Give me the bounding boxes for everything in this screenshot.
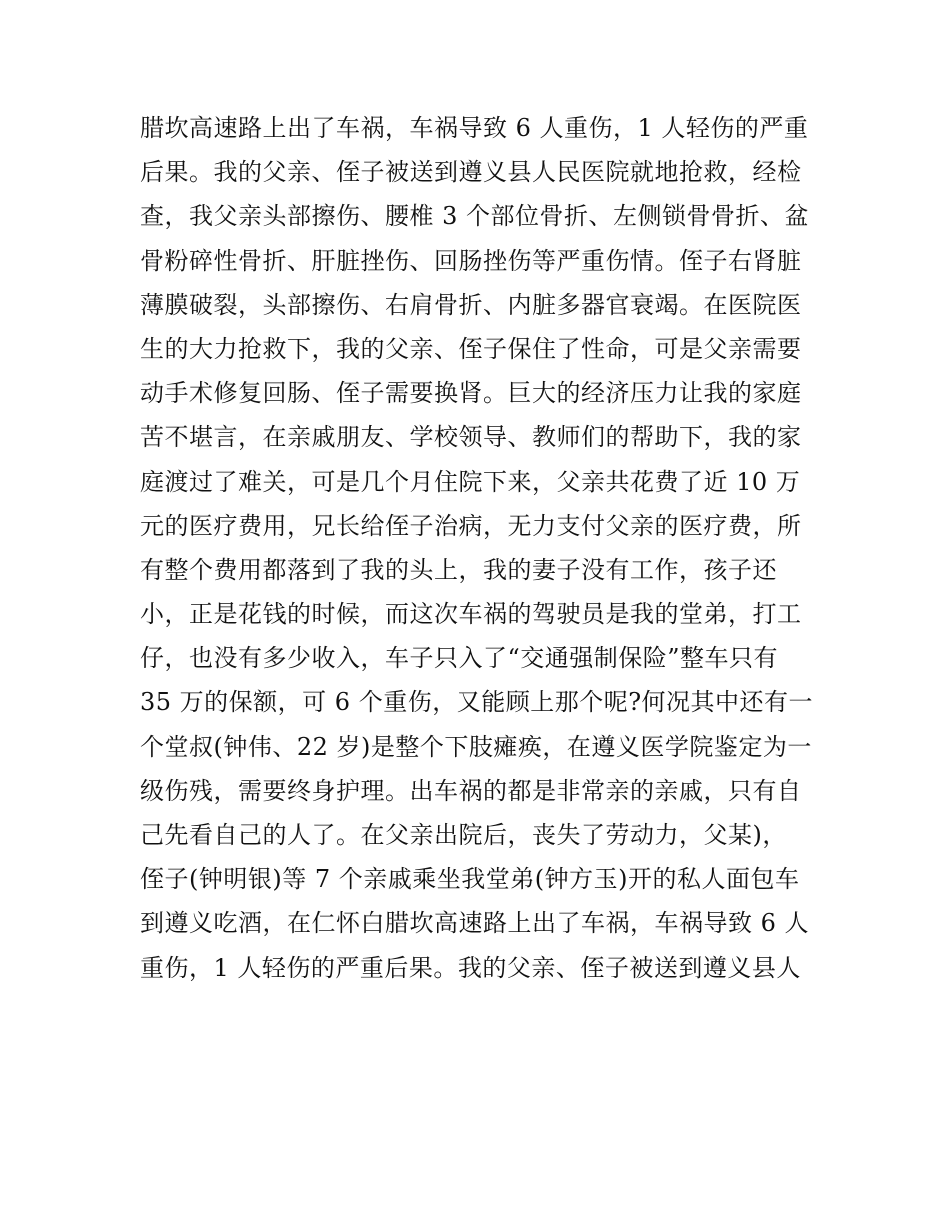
text-line: 动手术修复回肠、侄子需要换肾。巨大的经济压力让我的家庭 <box>140 379 802 408</box>
text-line: 生的大力抢救下，我的父亲、侄子保住了性命，可是父亲需要 <box>140 334 802 363</box>
text-line: 骨粉碎性骨折、肝脏挫伤、回肠挫伤等严重伤情。侄子右肾脏 <box>140 246 802 275</box>
text-line: 后果。我的父亲、侄子被送到遵义县人民医院就地抢救，经检 <box>140 158 802 187</box>
body-text <box>140 106 820 990</box>
text-line: 级伤残，需要终身护理。出车祸的都是非常亲的亲戚，只有自 <box>140 776 802 805</box>
text-line: 重伤，1 人轻伤的严重后果。我的父亲、侄子被送到遵义县人 <box>140 953 801 982</box>
text-line: 侄子(钟明银)等 7 个亲戚乘坐我堂弟(钟方玉)开的私人面包车 <box>140 865 800 894</box>
text-line: 有整个费用都落到了我的头上，我的妻子没有工作，孩子还 <box>140 555 777 584</box>
text-line: 元的医疗费用，兄长给侄子治病，无力支付父亲的医疗费，所 <box>140 511 802 540</box>
text-line: 查，我父亲头部擦伤、腰椎 3 个部位骨折、左侧锁骨骨折、盆 <box>140 202 810 231</box>
text-line: 腊坎高速路上出了车祸，车祸导致 6 人重伤，1 人轻伤的严重 <box>140 114 809 142</box>
text-line: 苦不堪言，在亲戚朋友、学校领导、教师们的帮助下，我的家 <box>140 423 802 452</box>
text-line: 35 万的保额，可 6 个重伤，又能顾上那个呢?何况其中还有一 <box>140 688 814 717</box>
text-line: 小，正是花钱的时候，而这次车祸的驾驶员是我的堂弟，打工 <box>140 600 802 629</box>
text-line: 个堂叔(钟伟、22 岁)是整个下肢瘫痪，在遵义医学院鉴定为一 <box>140 732 812 761</box>
text-line: 仔，也没有多少收入，车子只入了“交通强制保险”整车只有 <box>140 644 779 673</box>
text-line: 薄膜破裂，头部擦伤、右肩骨折、内脏多器官衰竭。在医院医 <box>140 290 802 319</box>
text-line: 到遵义吃酒，在仁怀白腊坎高速路上出了车祸，车祸导致 6 人 <box>140 909 810 938</box>
text-line: 己先看自己的人了。在父亲出院后，丧失了劳动力，父某)， <box>140 821 787 849</box>
text-line: 庭渡过了难关，可是几个月住院下来，父亲共花费了近 10 万 <box>140 467 801 496</box>
